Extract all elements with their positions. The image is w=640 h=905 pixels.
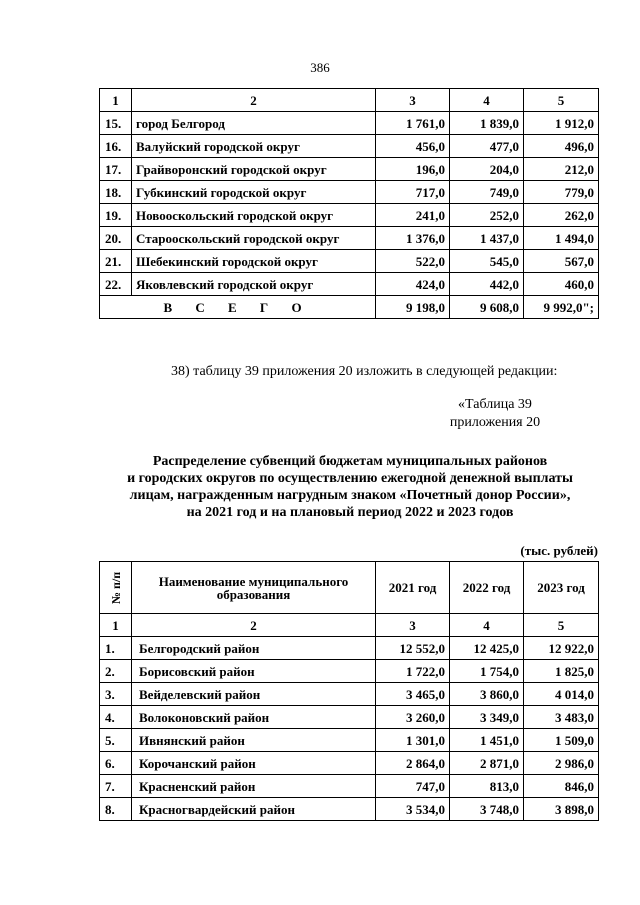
value-2021: 1 761,0	[376, 112, 450, 135]
column-number-5: 5	[524, 614, 599, 637]
value-2022: 252,0	[450, 204, 524, 227]
table-row	[100, 112, 599, 135]
table-row	[100, 752, 599, 775]
value-2022: 1 451,0	[450, 729, 524, 752]
table-row	[100, 227, 599, 250]
column-number-1: 1	[100, 614, 132, 637]
value-2022: 2 871,0	[450, 752, 524, 775]
row-number: 20.	[100, 227, 132, 250]
value-2023: 1 825,0	[524, 660, 599, 683]
value-2021: 424,0	[376, 273, 450, 296]
title-line3: лицам, награжденным нагрудным знаком «Почетный донор России»,	[129, 488, 571, 503]
value-2022: 204,0	[450, 158, 524, 181]
table-row	[100, 775, 599, 798]
municipality-name: Красненский район	[132, 775, 376, 798]
table-header-row	[100, 562, 599, 614]
row-number: 15.	[100, 112, 132, 135]
value-2023: 3 483,0	[524, 706, 599, 729]
row-number: 3.	[100, 683, 132, 706]
value-2023: 3 898,0	[524, 798, 599, 821]
value-2023: 460,0	[524, 273, 599, 296]
municipality-name: Яковлевский городской округ	[132, 273, 376, 296]
table-reference-line2: приложения 20	[449, 415, 541, 430]
units-label: (тыс. рублей)	[520, 543, 598, 558]
row-number: 8.	[100, 798, 132, 821]
value-2022: 1 754,0	[450, 660, 524, 683]
table-row	[100, 729, 599, 752]
title-line2: и городских округов по осуществлению ежегодной денежной выплаты	[127, 471, 573, 486]
municipality-name: Вейделевский район	[132, 683, 376, 706]
value-2022: 12 425,0	[450, 637, 524, 660]
table-reference	[400, 396, 590, 432]
row-number: 21.	[100, 250, 132, 273]
header-row-number: № п/п	[100, 562, 132, 614]
table-row	[100, 637, 599, 660]
table-row	[100, 181, 599, 204]
municipality-name: Красногвардейский район	[132, 798, 376, 821]
table-title	[60, 453, 640, 521]
municipality-name: Грайворонский городской округ	[132, 158, 376, 181]
value-2023: 212,0	[524, 158, 599, 181]
row-number: 18.	[100, 181, 132, 204]
municipality-name: Белгородский район	[132, 637, 376, 660]
header-2022: 2022 год	[450, 562, 524, 614]
value-2022: 545,0	[450, 250, 524, 273]
municipality-name: Валуйский городской округ	[132, 135, 376, 158]
row-number: 5.	[100, 729, 132, 752]
value-2022: 1 437,0	[450, 227, 524, 250]
value-2021: 456,0	[376, 135, 450, 158]
value-2023: 779,0	[524, 181, 599, 204]
allocation-table-continued	[99, 88, 599, 319]
value-2021: 3 465,0	[376, 683, 450, 706]
municipality-name: Шебекинский городской округ	[132, 250, 376, 273]
municipality-name: Корочанский район	[132, 752, 376, 775]
row-number: 6.	[100, 752, 132, 775]
value-2023: 1 494,0	[524, 227, 599, 250]
total-2023: 9 992,0";	[524, 296, 599, 319]
column-number-2: 2	[132, 614, 376, 637]
table-reference-line1: «Таблица 39	[458, 397, 532, 412]
row-number: 7.	[100, 775, 132, 798]
municipality-name: Старооскольский городской округ	[132, 227, 376, 250]
table-row	[100, 683, 599, 706]
total-label: В С Е Г О	[100, 296, 376, 319]
table-row	[100, 204, 599, 227]
column-number-4: 4	[450, 614, 524, 637]
value-2022: 442,0	[450, 273, 524, 296]
column-number-1: 1	[100, 89, 132, 112]
page-number: 386	[310, 60, 330, 75]
table-row	[100, 250, 599, 273]
value-2021: 1 722,0	[376, 660, 450, 683]
value-2021: 522,0	[376, 250, 450, 273]
row-number: 2.	[100, 660, 132, 683]
value-2021: 12 552,0	[376, 637, 450, 660]
value-2021: 241,0	[376, 204, 450, 227]
value-2022: 3 349,0	[450, 706, 524, 729]
row-number: 17.	[100, 158, 132, 181]
value-2023: 262,0	[524, 204, 599, 227]
title-line4: на 2021 год и на плановый период 2022 и 2023 годов	[186, 505, 514, 520]
value-2022: 3 860,0	[450, 683, 524, 706]
value-2023: 2 986,0	[524, 752, 599, 775]
table-row	[100, 706, 599, 729]
value-2021: 1 376,0	[376, 227, 450, 250]
value-2023: 567,0	[524, 250, 599, 273]
table-header-row	[100, 89, 599, 112]
value-2023: 1 912,0	[524, 112, 599, 135]
value-2022: 477,0	[450, 135, 524, 158]
table-row	[100, 158, 599, 181]
value-2023: 496,0	[524, 135, 599, 158]
value-2021: 717,0	[376, 181, 450, 204]
header-2023: 2023 год	[524, 562, 599, 614]
municipality-name: Волоконовский район	[132, 706, 376, 729]
total-row	[100, 296, 599, 319]
allocation-table	[99, 561, 599, 821]
value-2022: 813,0	[450, 775, 524, 798]
value-2022: 3 748,0	[450, 798, 524, 821]
total-2022: 9 608,0	[450, 296, 524, 319]
value-2022: 749,0	[450, 181, 524, 204]
row-number: 19.	[100, 204, 132, 227]
municipality-name: Новооскольский городской округ	[132, 204, 376, 227]
value-2021: 2 864,0	[376, 752, 450, 775]
column-number-4: 4	[450, 89, 524, 112]
value-2023: 12 922,0	[524, 637, 599, 660]
column-number-5: 5	[524, 89, 599, 112]
value-2021: 747,0	[376, 775, 450, 798]
row-number: 22.	[100, 273, 132, 296]
value-2021: 3 260,0	[376, 706, 450, 729]
value-2021: 1 301,0	[376, 729, 450, 752]
value-2021: 3 534,0	[376, 798, 450, 821]
table-row	[100, 798, 599, 821]
header-municipality: Наименование муниципального образования	[132, 562, 376, 614]
amendment-instruction: 38) таблицу 39 приложения 20 изложить в следующей редакции:	[171, 364, 558, 379]
table-row	[100, 135, 599, 158]
value-2022: 1 839,0	[450, 112, 524, 135]
value-2021: 196,0	[376, 158, 450, 181]
column-number-3: 3	[376, 614, 450, 637]
total-2021: 9 198,0	[376, 296, 450, 319]
row-number: 1.	[100, 637, 132, 660]
table-row	[100, 273, 599, 296]
row-number: 4.	[100, 706, 132, 729]
column-numbers-row	[100, 614, 599, 637]
row-number: 16.	[100, 135, 132, 158]
table-row	[100, 660, 599, 683]
municipality-name: город Белгород	[132, 112, 376, 135]
municipality-name: Борисовский район	[132, 660, 376, 683]
value-2023: 4 014,0	[524, 683, 599, 706]
title-line1: Распределение субвенций бюджетам муниципальных районов	[152, 454, 548, 469]
column-number-3: 3	[376, 89, 450, 112]
column-number-2: 2	[132, 89, 376, 112]
municipality-name: Ивнянский район	[132, 729, 376, 752]
municipality-name: Губкинский городской округ	[132, 181, 376, 204]
value-2023: 846,0	[524, 775, 599, 798]
header-2021: 2021 год	[376, 562, 450, 614]
value-2023: 1 509,0	[524, 729, 599, 752]
